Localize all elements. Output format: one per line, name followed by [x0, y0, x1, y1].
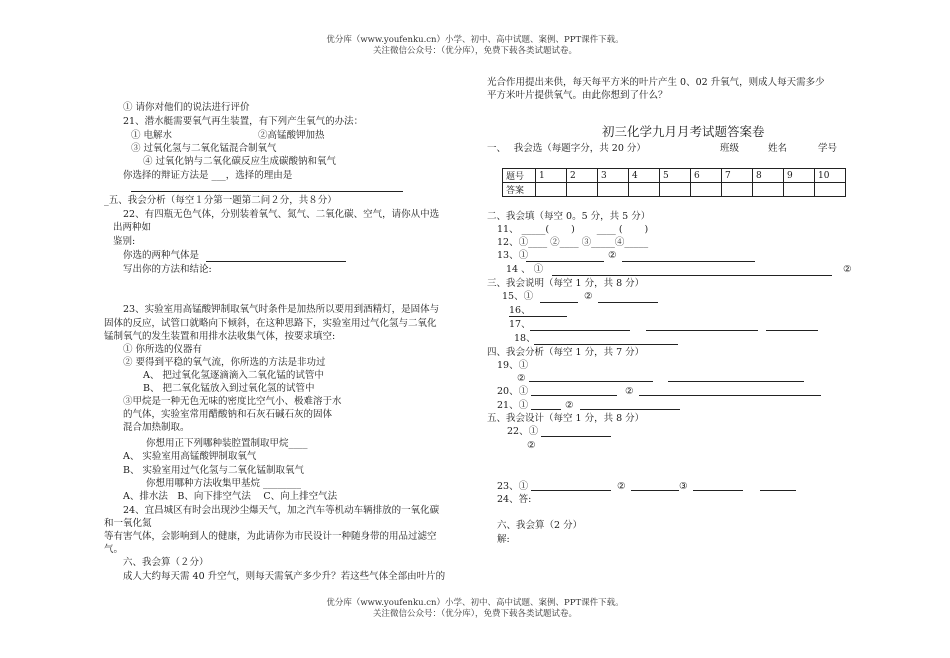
name-label: 姓名: [768, 143, 788, 154]
section-heading: _五、我会分析（每空１分第一题第二问２分，共８分）: [104, 195, 337, 206]
table-row: [503, 183, 846, 197]
answer-cell[interactable]: [753, 183, 784, 197]
answer-line-23-b: ②: [617, 481, 626, 492]
section-heading: 五、我会设计（每空 1 分，共 8 分）: [487, 413, 645, 424]
answer-line-15: 15、①: [502, 291, 534, 302]
text-line: ② 要得到平稳的氧气流，你所选的方法是非功过: [123, 357, 326, 368]
answer-line-19-b: ②: [517, 373, 526, 384]
table-cell: 1: [536, 169, 567, 183]
text-line: A、 实验室用高锰酸钾制取氧气: [123, 451, 257, 462]
table-cell: 7: [722, 169, 753, 183]
table-cell: 5: [660, 169, 691, 183]
page-footer-line2: 关注微信公众号：（优分库），免费下载各类试题试卷。: [372, 609, 577, 619]
page-header-line2: 关注微信公众号：（优分库），免费下载各类试题试卷。: [372, 46, 577, 56]
answer-line-21: 21、①: [497, 400, 529, 411]
text-line: 混合加热制取。: [123, 422, 190, 433]
text-line: 等有害气体，会影响到人的健康，为此请你为市民设计一种随身带的用品过滤空: [104, 531, 437, 542]
answer-line-17: 17、: [509, 319, 531, 330]
text-line: ① 你所选的仪器有: [123, 344, 203, 355]
text-line: 你选择的辩证方法是 ___，选择的理由是: [123, 170, 293, 181]
answer-blank: [598, 302, 658, 303]
question-21: 21、潜水艇需要氧气再生装置，有下列产生氧气的办法：: [123, 116, 364, 127]
answer-line-21-b: ②: [565, 400, 574, 411]
answer-blank: [622, 261, 755, 262]
answer-cell[interactable]: [598, 183, 629, 197]
text-line: ②高锰酸钾加热: [258, 130, 325, 141]
answer-cell[interactable]: [567, 183, 598, 197]
text-line: A、 把过氧化氢逐滴滴入二氧化锰的试管中: [143, 370, 324, 381]
text-line: 你想用哪种方法收集甲基烷 ________: [146, 478, 302, 489]
answer-cell[interactable]: [660, 183, 691, 197]
answer-blank: [693, 490, 743, 491]
section-heading: 六、我会算（2 分）: [497, 520, 583, 531]
answer-blank: [631, 490, 679, 491]
table-cell: 3: [598, 169, 629, 183]
table-row: [503, 169, 846, 183]
answer-line-15-b: ②: [584, 291, 593, 302]
answer-line-23: 23、①: [497, 481, 529, 492]
answer-sheet-title: 初三化学九月月考试题答案卷: [602, 124, 765, 139]
text-line: ① 电解水: [131, 130, 173, 141]
section-heading: 一、 我会选（每题字分，共 20 分）: [487, 143, 646, 154]
answer-table: [502, 168, 846, 197]
section-heading: 三、我会说明（每空 1 分，共 8 分）: [487, 278, 645, 289]
answer-blank: [526, 261, 604, 262]
class-label: 班级: [720, 143, 740, 154]
table-cell: 题号: [503, 169, 536, 183]
text-line: A、排水法 B、向下排空气法 C、向上排空气法: [123, 491, 338, 502]
answer-line-20: 20、①: [497, 386, 529, 397]
answer-blank: [668, 381, 804, 382]
page-footer-line1: 优分库（www.youfenku.cn）小学、初中、高中试题、案例、PPT课件下载。: [326, 598, 624, 608]
answer-blank: [552, 275, 832, 276]
answer-blank: [540, 302, 578, 303]
answer-blank: [639, 395, 821, 396]
answer-cell[interactable]: [784, 183, 815, 197]
text-line: 的气体，实验室常用醋酸钠和石灰石碱石灰的固体: [123, 409, 333, 420]
answer-blank: [531, 409, 561, 410]
text-line: ③甲烷是一种无色无味的密度比空气小、极难溶于水: [123, 396, 342, 407]
answer-blank: [531, 490, 611, 491]
question-24: 24、宜昌城区有时会出现沙尘爆天气，加之汽车等机动车辆排放的一氧化碳: [123, 505, 440, 516]
text-line: 和一氧化氮: [104, 518, 152, 529]
text-line: 平方米叶片提供氧气。由此你想到了什么？: [487, 90, 668, 101]
answer-blank: [530, 330, 630, 331]
answer-cell[interactable]: [629, 183, 660, 197]
answer-line-22-b: ②: [527, 440, 536, 451]
answer-blank: [206, 261, 346, 262]
answer-line-13-b: ②: [608, 250, 617, 261]
answer-cell[interactable]: [815, 183, 846, 197]
answer-blank: [646, 330, 758, 331]
answer-blank: [509, 316, 567, 317]
student-id-label: 学号: [818, 143, 838, 154]
table-cell: 4: [629, 169, 660, 183]
text-line: 气。: [104, 544, 124, 555]
text-line: 出两种如: [113, 222, 152, 233]
section-heading: 六、我会算（２分）: [123, 557, 209, 568]
table-cell: 2: [567, 169, 598, 183]
answer-blank: [529, 381, 653, 382]
text-line: B、 把二氧化锰放入到过氧化氢的试管中: [143, 383, 315, 394]
section-heading: 四、我会分析（每空 1 分，共 7 分）: [487, 347, 645, 358]
answer-line-16: 16、: [509, 305, 531, 316]
answer-cell[interactable]: [691, 183, 722, 197]
text-line: 成人大约每天需 40 升空气，则每天需氧产多少升？若这些气体全部由叶片的: [123, 571, 446, 582]
answer-blank: [541, 436, 611, 437]
text-line: 你选的两种气体是: [123, 250, 200, 261]
section-heading: 二、我会填（每空 0。5 分，共 5 分）: [487, 211, 651, 222]
text-line: ④ 过氧化钠与二氧化碳反应生成碳酸钠和氧气: [143, 156, 337, 167]
answer-line-13: 13、①: [497, 250, 529, 261]
text-line: 固体的反应，试管口就略向下倾斜，在这种思路下，实验室用过气化氢与二氧化: [104, 318, 437, 329]
text-line: 光合作用提出来供，每天每平方米的叶片产生 0、02 升氧气，则成人每天需多少: [487, 77, 825, 88]
page-header-line1: 优分库（www.youfenku.cn）小学、初中、高中试题、案例、PPT课件下载。: [326, 35, 624, 45]
answer-line-14-b: ②: [843, 264, 852, 275]
question-22: 22、有四瓶无色气体，分别装着氧气、氮气、二氧化碳、空气，请你从中选: [123, 209, 440, 220]
answer-blank: [131, 191, 403, 192]
question-23: 23、实验室用高锰酸钾制取氧气时条件是加热所以要用到酒精灯，是固体与: [123, 304, 440, 315]
table-cell: 10: [815, 169, 846, 183]
answer-line-14: 14 、 ①: [506, 264, 544, 275]
text-line: B、 实验室用过气化氢与二氧化锰制取氧气: [123, 465, 305, 476]
answer-line-20-b: ②: [625, 386, 634, 397]
answer-line-23-c: ③: [679, 481, 688, 492]
answer-blank: [766, 330, 818, 331]
table-cell: 9: [784, 169, 815, 183]
text-line: ① 请你对他们的说法进行评价: [123, 102, 250, 113]
answer-blank: [534, 344, 678, 345]
answer-blank: [760, 490, 796, 491]
answer-blank: [580, 409, 680, 410]
text-line: 你想用正下列哪种装腔置制取甲烷____: [146, 438, 308, 449]
text-line: 鉴别:: [113, 236, 136, 247]
table-cell: 6: [691, 169, 722, 183]
answer-line-24: 24、答:: [497, 494, 532, 505]
text-line: 写出你的方法和结论:: [123, 264, 212, 275]
answer-cell[interactable]: [722, 183, 753, 197]
answer-line-11: 11、 _____( ) ____ ( ): [497, 224, 649, 235]
answer-cell[interactable]: [536, 183, 567, 197]
text-line: 锰制氧气的发生装置和用排水法收集气体，按要求填空:: [104, 331, 336, 342]
text-line: ③ 过氧化氢与二氧化锰混合制氧气: [131, 143, 277, 154]
answer-line-12: 12、①____ ②____ ③_____④_____: [497, 237, 649, 248]
table-cell: 8: [753, 169, 784, 183]
answer-line-19: 19、①: [497, 360, 529, 371]
answer-blank: [531, 395, 617, 396]
answer-line-22: 22、①: [507, 426, 539, 437]
table-cell: 答案: [503, 183, 536, 197]
answer-line-18: 18、: [514, 333, 536, 344]
solve-label: 解:: [497, 534, 510, 545]
